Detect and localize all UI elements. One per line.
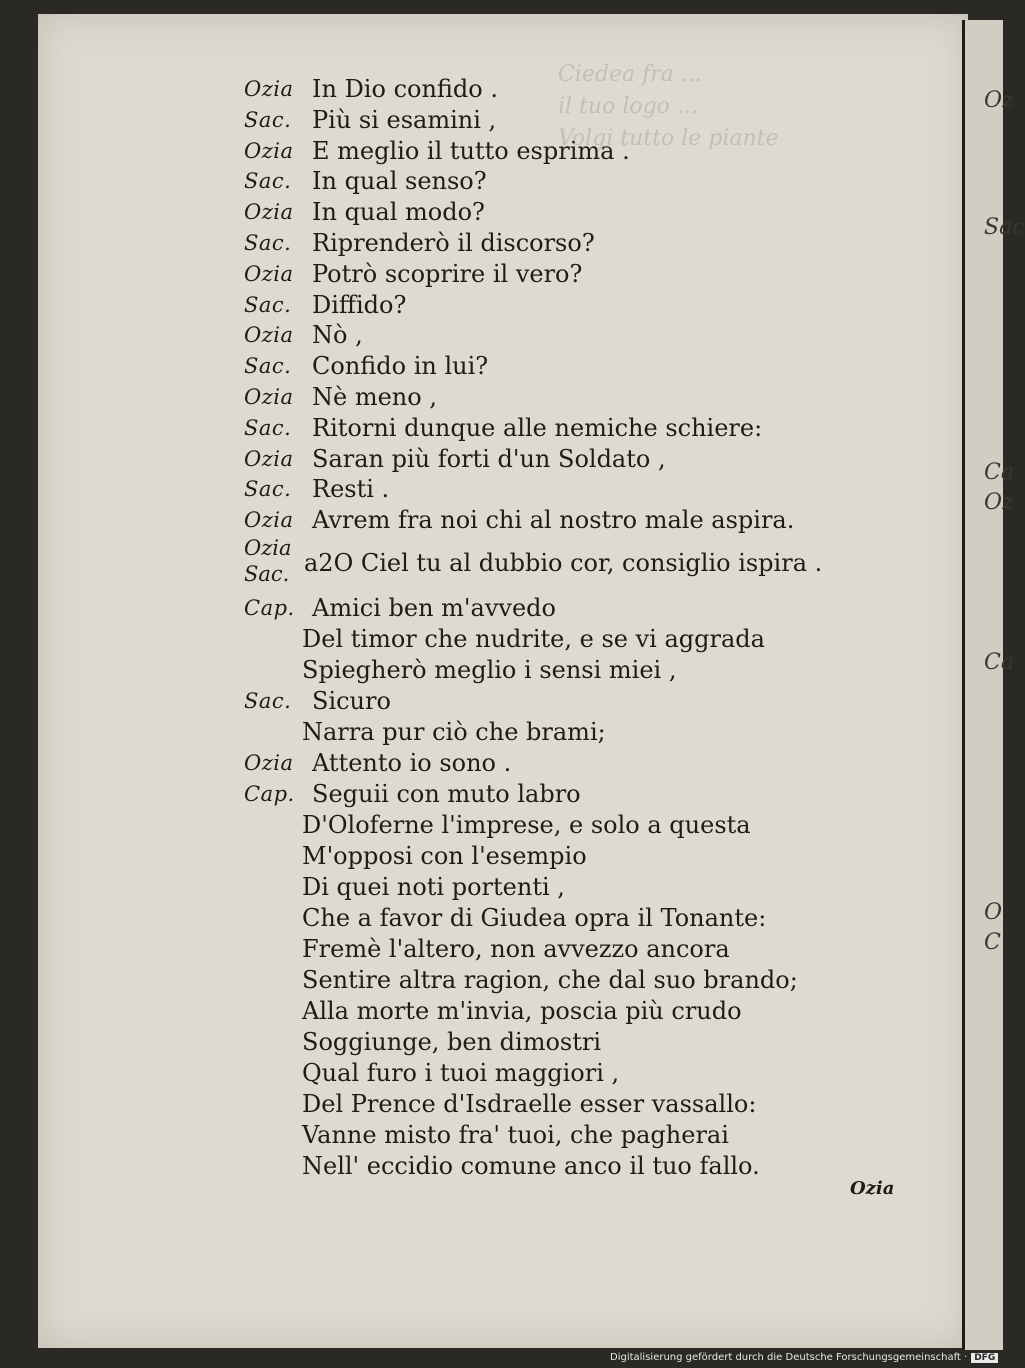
verse-text: Potrò scoprire il vero? bbox=[312, 259, 583, 288]
speaker-label: Ozia bbox=[244, 200, 294, 225]
verse-text: D'Oloferne l'imprese, e solo a questa bbox=[302, 811, 751, 839]
verse-text: a2O Ciel tu al dubbio cor, consiglio ispira . bbox=[304, 549, 823, 577]
verse-text: In qual senso? bbox=[312, 167, 487, 196]
verse-text: E meglio il tutto esprima . bbox=[312, 136, 630, 165]
edge-glyph: Oz bbox=[984, 490, 1014, 515]
verse-text: Confido in lui? bbox=[312, 352, 489, 381]
speaker-label: Ozia bbox=[244, 138, 294, 163]
verse-text: Più si esamini , bbox=[312, 105, 497, 134]
verse-text: Nè meno , bbox=[312, 383, 437, 411]
verse-text: Nò , bbox=[312, 321, 363, 350]
book-page: Ciedea fra ... il tuo logo ... Volgi tutto le piante bbox=[38, 14, 968, 1348]
catchword: Ozia bbox=[850, 1178, 895, 1199]
speaker-label: Sac. bbox=[244, 292, 292, 317]
verse-text: Attento io sono . bbox=[312, 749, 512, 777]
speaker-label: Sac. bbox=[244, 415, 292, 440]
speaker-label: Cap. bbox=[244, 782, 295, 806]
edge-glyph: C bbox=[984, 930, 1001, 955]
verse-text: Vanne misto fra' tuoi, che pagherai bbox=[302, 1121, 729, 1149]
verse-text: M'opposi con l'esempio bbox=[302, 842, 587, 870]
verse-text: Riprenderò il discorso? bbox=[312, 229, 595, 257]
verse-text: Nell' eccidio comune anco il tuo fallo. bbox=[302, 1152, 760, 1180]
verse-text: Saran più forti d'un Soldato , bbox=[312, 444, 666, 473]
speaker-label: Ozia bbox=[244, 446, 294, 471]
edge-glyph: Sac bbox=[984, 215, 1025, 240]
verse-text: Del Prence d'Isdraelle esser vassallo: bbox=[302, 1090, 757, 1118]
footer-text: Digitalisierung gefördert durch die Deutsche Forschungsgemeinschaft · bbox=[610, 1352, 968, 1363]
verse-text: Qual furo i tuoi maggiori , bbox=[302, 1059, 620, 1087]
edge-glyph: O bbox=[984, 900, 1003, 925]
verse-text: Sicuro bbox=[312, 687, 391, 715]
speaker-label: Ozia bbox=[244, 77, 294, 101]
verse-text: Narra pur ciò che brami; bbox=[302, 718, 606, 746]
verse-text: Diffido? bbox=[312, 290, 407, 319]
edge-glyph: Oz bbox=[984, 88, 1014, 113]
verse-text: Che a favor di Giudea opra il Tonante: bbox=[302, 904, 767, 932]
speaker-label: Ozia bbox=[244, 536, 292, 560]
verse-text: Resti . bbox=[312, 475, 390, 504]
speaker-label: Sac. bbox=[244, 562, 290, 586]
verse-text: Seguii con muto labro bbox=[312, 780, 581, 808]
verse-text: Sentire altra ragion, che dal suo brando; bbox=[302, 966, 798, 994]
edge-glyph: Ca bbox=[984, 460, 1014, 485]
speaker-label: Ozia bbox=[244, 385, 294, 409]
speaker-label: Sac. bbox=[244, 107, 292, 132]
speaker-label: Cap. bbox=[244, 596, 295, 620]
verse-text: Di quei noti portenti , bbox=[302, 873, 565, 901]
edge-glyph: Ca bbox=[984, 650, 1014, 675]
verse-text: Amici ben m'avvedo bbox=[312, 594, 556, 622]
speaker-label: Sac. bbox=[244, 477, 292, 502]
digitization-footer bbox=[610, 1352, 998, 1363]
verse-text: Ritorni dunque alle nemiche schiere: bbox=[312, 413, 763, 442]
speaker-label: Sac. bbox=[244, 354, 292, 379]
dfg-logo: DFG bbox=[971, 1353, 998, 1363]
verse-text: Avrem fra noi chi al nostro male aspira. bbox=[312, 506, 795, 535]
verse-text: In Dio confido . bbox=[312, 75, 498, 103]
a2-speaker-stack bbox=[244, 535, 304, 587]
verse-text: Spiegherò meglio i sensi miei , bbox=[302, 656, 677, 684]
verse-text: Soggiunge, ben dimostri bbox=[302, 1028, 602, 1056]
speaker-label: Sac. bbox=[244, 231, 292, 255]
speaker-label: Sac. bbox=[244, 169, 292, 194]
speaker-label: Ozia bbox=[244, 323, 294, 348]
speaker-label: Ozia bbox=[244, 261, 294, 286]
speaker-label: Ozia bbox=[244, 508, 294, 533]
verse-text: Alla morte m'invia, poscia più crudo bbox=[302, 997, 742, 1025]
speaker-label: Sac. bbox=[244, 689, 292, 713]
verse-text: Fremè l'altero, non avvezzo ancora bbox=[302, 935, 730, 963]
verse-text: In qual modo? bbox=[312, 198, 485, 227]
verse-text: Del timor che nudrite, e se vi aggrada bbox=[302, 625, 765, 653]
speaker-label: Ozia bbox=[244, 751, 294, 775]
